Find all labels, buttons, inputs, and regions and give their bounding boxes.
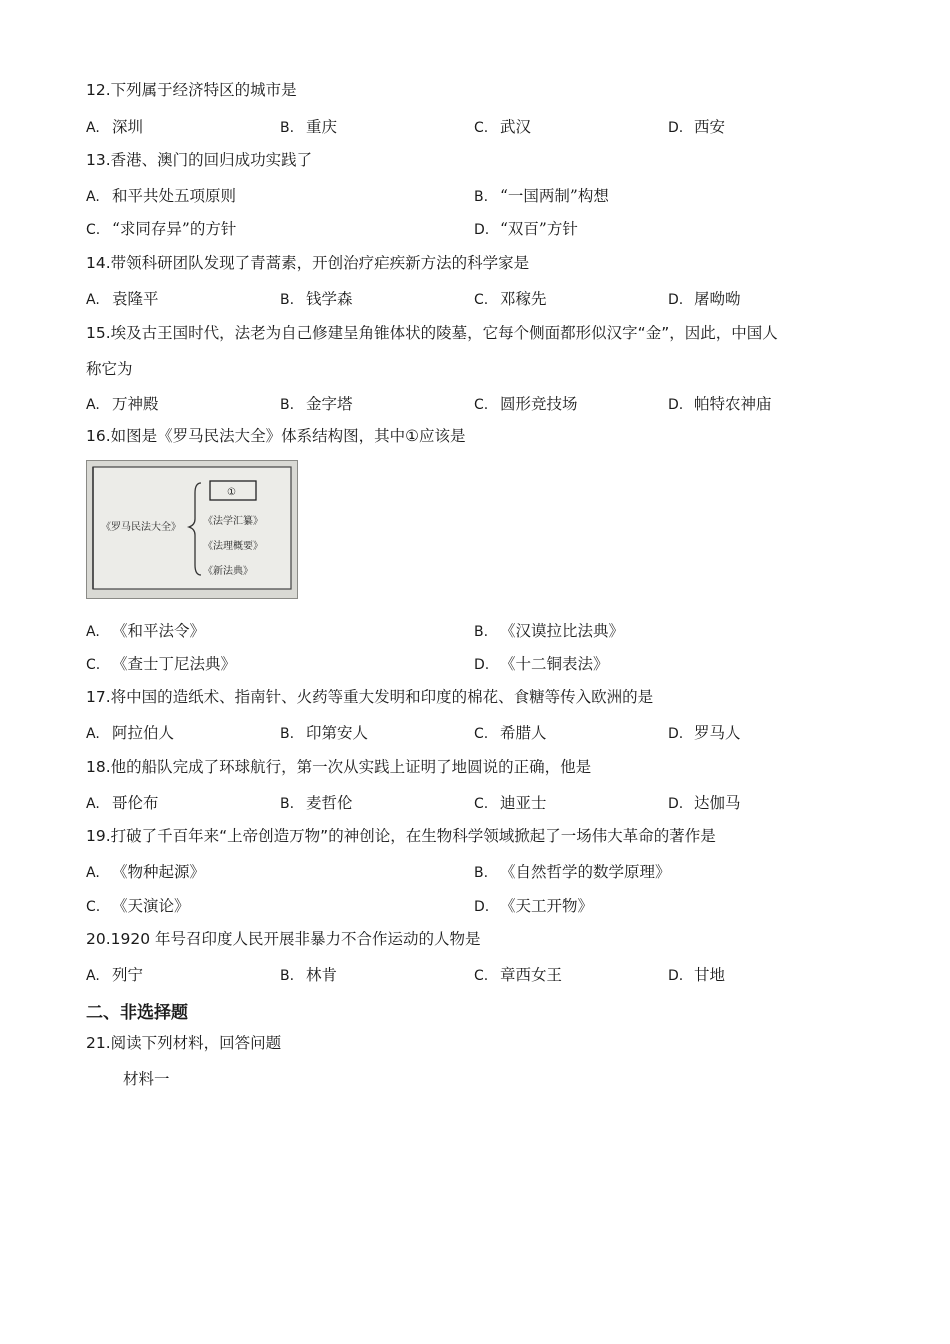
question-text: 1920 年号召印度人民开展非暴力不合作运动的人物是 (110, 930, 481, 948)
option-a: A. 列宁 (86, 966, 144, 984)
option-c: C. “求同存异”的方针 (86, 220, 237, 238)
diagram-item: 《新法典》 (203, 566, 253, 577)
option-b: B. 《自然哲学的数学原理》 (474, 863, 671, 881)
diagram-root: 《罗马民法大全》 (101, 522, 181, 533)
question-number: 12. (86, 81, 111, 99)
option-d: D. 西安 (668, 118, 726, 136)
option-a: A. 深圳 (86, 118, 144, 136)
roman-law-structure-diagram (86, 460, 298, 599)
option-c: C. 《查士丁尼法典》 (86, 655, 237, 673)
option-c: C. 希腊人 (474, 724, 547, 742)
question-text: 将中国的造纸术、指南针、火药等重大发明和印度的棉花、食糖等传入欧洲的是 (110, 688, 654, 706)
question-number: 15. (86, 324, 111, 342)
question-text: 他的船队完成了环球航行，第一次从实践上证明了地圆说的正确，他是 (110, 758, 592, 776)
option-c: C. 《天演论》 (86, 897, 190, 915)
question-18 (86, 757, 591, 777)
option-b: B. 麦哲伦 (280, 794, 353, 812)
option-b: B. 林肯 (280, 966, 338, 984)
option-b: B. “一国两制”构想 (474, 187, 609, 205)
section-heading: 二、非选择题 (86, 1003, 188, 1023)
option-c: C. 武汉 (474, 118, 532, 136)
question-text: 如图是《罗马民法大全》体系结构图，其中①应该是 (110, 427, 466, 445)
option-a: A. 袁隆平 (86, 290, 159, 308)
option-b: B. 重庆 (280, 118, 338, 136)
question-number: 13. (86, 151, 111, 169)
question-17 (86, 687, 653, 707)
question-20 (86, 929, 481, 949)
option-d: D. 罗马人 (668, 724, 741, 742)
question-number: 18. (86, 758, 111, 776)
question-14 (86, 253, 529, 273)
question-21 (86, 1033, 281, 1053)
option-d: D. 达伽马 (668, 794, 741, 812)
option-d: D. 《十二铜表法》 (474, 655, 609, 673)
option-d: D. 甘地 (668, 966, 726, 984)
option-d: D. “双百”方针 (474, 220, 578, 238)
material-label: 材料一 (123, 1070, 170, 1088)
diagram-item: 《法学汇纂》 (203, 516, 263, 527)
question-number: 19. (86, 827, 111, 845)
option-b: B. 金字塔 (280, 395, 353, 413)
option-d: D. 屠呦呦 (668, 290, 741, 308)
question-number: 20. (86, 930, 111, 948)
option-d: D. 帕特农神庙 (668, 395, 772, 413)
question-number: 21. (86, 1034, 111, 1052)
option-a: A. 万神殿 (86, 395, 159, 413)
option-a: A. 《和平法令》 (86, 622, 206, 640)
diagram-blank: ① (227, 487, 236, 498)
question-text: 阅读下列材料，回答问题 (110, 1034, 282, 1052)
option-d: D. 《天工开物》 (474, 897, 594, 915)
question-19 (86, 826, 716, 846)
question-text: 带领科研团队发现了青蒿素，开创治疗疟疾新方法的科学家是 (110, 254, 530, 272)
option-b: B. 钱学森 (280, 290, 353, 308)
question-15-continued (86, 359, 133, 379)
question-text: 香港、澳门的回归成功实践了 (110, 151, 313, 169)
option-a: A. 阿拉伯人 (86, 724, 175, 742)
option-c: C. 章西女王 (474, 966, 563, 984)
question-text: 打破了千百年来“上帝创造万物”的神创论，在生物科学领域掀起了一场伟大革命的著作是 (110, 827, 716, 845)
option-c: C. 圆形竞技场 (474, 395, 578, 413)
option-a: A. 哥伦布 (86, 794, 159, 812)
question-number: 16. (86, 427, 111, 445)
option-a: A. 《物种起源》 (86, 863, 206, 881)
question-text: 埃及古王国时代，法老为自己修建呈角锥体状的陵墓，它每个侧面都形似汉字“金”，因此，中国人 (110, 324, 778, 342)
question-text: 称它为 (86, 360, 133, 378)
question-number: 14. (86, 254, 111, 272)
question-13 (86, 150, 312, 170)
option-b: B. 印第安人 (280, 724, 369, 742)
option-c: C. 邓稼先 (474, 290, 547, 308)
question-number: 17. (86, 688, 111, 706)
option-b: B. 《汉谟拉比法典》 (474, 622, 625, 640)
option-a: A. 和平共处五项原则 (86, 187, 237, 205)
question-12 (86, 80, 297, 100)
option-c: C. 迪亚士 (474, 794, 547, 812)
question-16 (86, 426, 466, 446)
question-15 (86, 323, 778, 343)
question-text: 下列属于经济特区的城市是 (110, 81, 297, 99)
diagram-item: 《法理概要》 (203, 541, 263, 552)
